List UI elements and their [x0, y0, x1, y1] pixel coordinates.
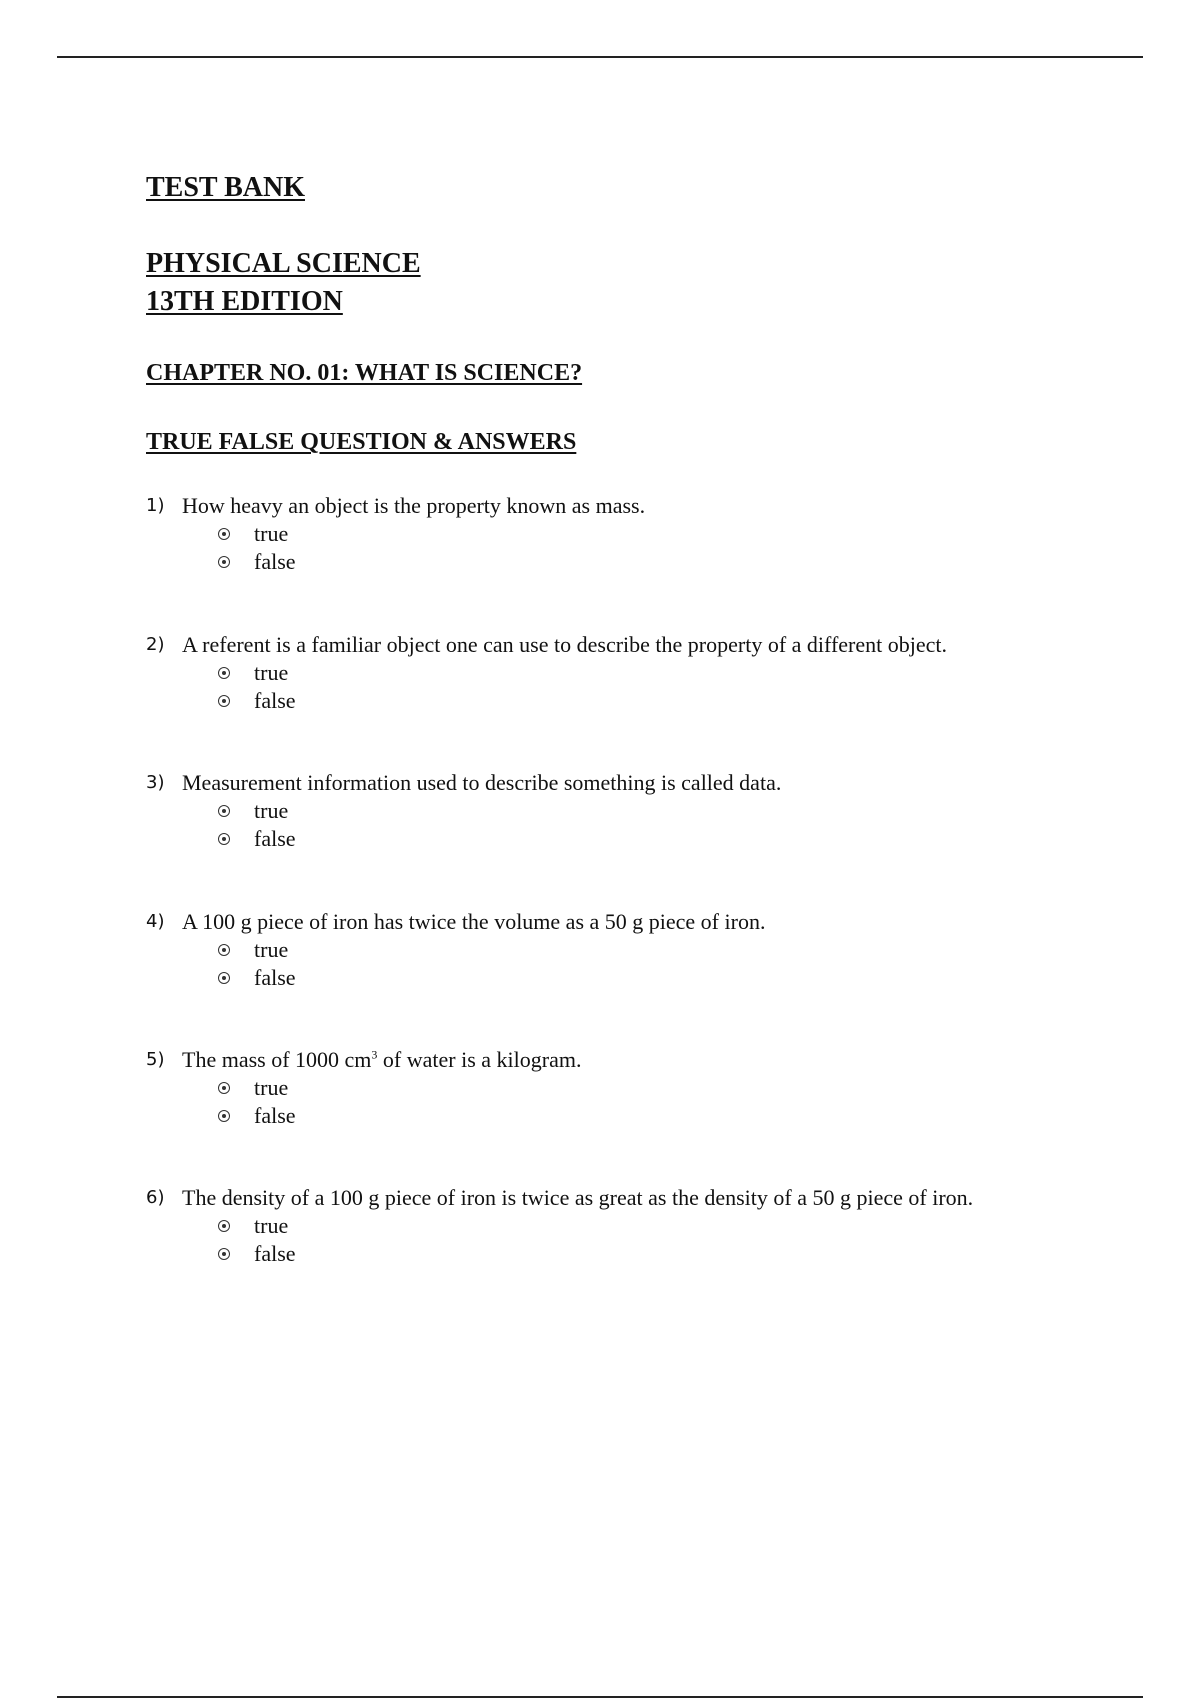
top-rule: [57, 56, 1143, 58]
answer-options: [146, 1212, 1146, 1268]
option-label: true: [254, 937, 289, 962]
option-false[interactable]: [146, 825, 1146, 853]
question-text-end: of water is a kilogram.: [377, 1047, 582, 1072]
radio-icon[interactable]: [218, 805, 230, 817]
answer-options: [146, 797, 1146, 853]
option-true[interactable]: [146, 936, 1146, 964]
question-text: The density of a 100 g piece of iron is twice as great as the density of a 50 g piece of iron.: [182, 1185, 974, 1210]
option-label: false: [254, 688, 296, 713]
question-text: How heavy an object is the property known as mass.: [182, 493, 646, 518]
question-number: 1): [146, 495, 165, 516]
radio-icon[interactable]: [218, 833, 230, 845]
edition-title: 13TH EDITION: [146, 286, 343, 317]
radio-icon[interactable]: [218, 695, 230, 707]
question-4: [146, 908, 1146, 992]
question-1: [146, 492, 1146, 576]
option-true[interactable]: [146, 659, 1146, 687]
option-false[interactable]: [146, 548, 1146, 576]
radio-icon[interactable]: [218, 1248, 230, 1260]
option-label: false: [254, 1241, 296, 1266]
answer-options: [146, 936, 1146, 992]
question-text: [182, 1046, 581, 1074]
subject-title: PHYSICAL SCIENCE: [146, 248, 421, 279]
chapter-title: CHAPTER NO. 01: WHAT IS SCIENCE?: [146, 360, 583, 386]
option-true[interactable]: [146, 797, 1146, 825]
option-label: true: [254, 1213, 289, 1238]
question-text-start: The mass of 1000 cm: [182, 1047, 372, 1072]
option-label: false: [254, 965, 296, 990]
option-true[interactable]: [146, 1074, 1146, 1102]
question-number: 4): [146, 911, 165, 932]
option-false[interactable]: [146, 687, 1146, 715]
question-number: 5): [146, 1049, 165, 1070]
bottom-rule: [57, 1696, 1143, 1698]
radio-icon[interactable]: [218, 1220, 230, 1232]
option-label: true: [254, 521, 289, 546]
question-text: A 100 g piece of iron has twice the volume as a 50 g piece of iron.: [182, 909, 766, 934]
option-false[interactable]: [146, 1102, 1146, 1130]
radio-icon[interactable]: [218, 1082, 230, 1094]
radio-icon[interactable]: [218, 972, 230, 984]
radio-icon[interactable]: [218, 556, 230, 568]
radio-icon[interactable]: [218, 667, 230, 679]
option-label: true: [254, 1075, 289, 1100]
option-true[interactable]: [146, 520, 1146, 548]
question-text: A referent is a familiar object one can use to describe the property of a different object.: [182, 632, 947, 657]
radio-icon[interactable]: [218, 944, 230, 956]
radio-icon[interactable]: [218, 528, 230, 540]
radio-icon[interactable]: [218, 1110, 230, 1122]
option-label: false: [254, 1103, 296, 1128]
document-title: TEST BANK: [146, 172, 305, 203]
question-6: [146, 1184, 1146, 1268]
option-label: true: [254, 660, 289, 685]
option-label: true: [254, 798, 289, 823]
superscript-exponent: 3: [371, 1047, 378, 1062]
answer-options: [146, 1074, 1146, 1130]
question-5: [146, 1046, 1146, 1130]
question-text: Measurement information used to describe something is called data.: [182, 770, 782, 795]
answer-options: [146, 520, 1146, 576]
question-number: 3): [146, 772, 165, 793]
question-number: 2): [146, 634, 165, 655]
option-label: false: [254, 549, 296, 574]
option-true[interactable]: [146, 1212, 1146, 1240]
option-label: false: [254, 826, 296, 851]
section-title: TRUE FALSE QUESTION & ANSWERS: [146, 429, 577, 455]
option-false[interactable]: [146, 964, 1146, 992]
question-3: [146, 769, 1146, 853]
question-number: 6): [146, 1187, 165, 1208]
answer-options: [146, 659, 1146, 715]
question-2: [146, 631, 1146, 715]
option-false[interactable]: [146, 1240, 1146, 1268]
